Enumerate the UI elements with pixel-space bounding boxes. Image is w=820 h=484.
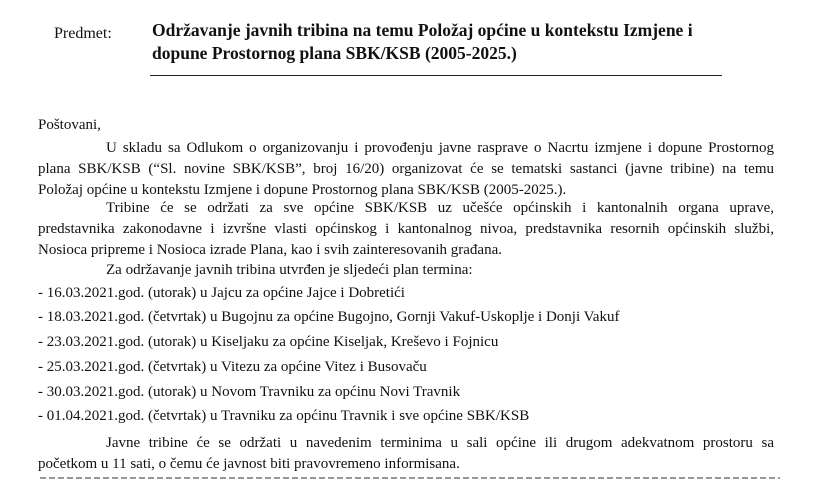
header-divider [150, 75, 722, 76]
paragraph-2-line-3: Nosioca pripreme i Nosioca izrade Plana, kao i svih zainteresovanih građana. [38, 242, 502, 258]
paragraph-2-line-2: predstavnika zakonodavne i izvršne vlasti općinskog i kantonalnog nivoa, predstavnika resornih općinskih službi, [38, 221, 774, 237]
subject-label: Predmet: [54, 25, 112, 42]
paragraph-3 [38, 433, 774, 475]
paragraph-1-line-3: Položaj općine u kontekstu Izmjene i dopune Prostornog plana SBK/KSB (2005-2025.). [38, 182, 567, 198]
schedule-item: - 18.03.2021.god. (četvrtak) u Bugojnu za općine Bugojno, Gornji Vakuf-Uskoplje i Donji Vakuf [38, 309, 620, 325]
paragraph-3-line-2: početkom u 11 sati, o čemu će javnost biti pravovremeno informisana. [38, 456, 460, 472]
salutation: Poštovani, [38, 117, 101, 133]
paragraph-3-line-1: Javne tribine će se održati u navedenim terminima u sali općine ili drugom adekvatnom prostoru sa [106, 435, 774, 451]
paragraph-1 [38, 138, 774, 201]
schedule-item: - 16.03.2021.god. (utorak) u Jajcu za općine Jajce i Dobretići [38, 285, 405, 301]
cut-off-text-fragment [40, 474, 780, 484]
paragraph-1-line-2: plana SBK/KSB (“Sl. novine SBK/KSB”, broj 16/20) organizovat će se tematski sastanci (javne tribine) na temu [38, 161, 774, 177]
paragraph-2-line-1: Tribine će se održati za sve općine SBK/KSB uz učešće općinskih i kantonalnih organa uprave, [106, 200, 774, 216]
plan-intro: Za održavanje javnih tribina utvrđen je sljedeći plan termina: [106, 262, 473, 278]
subject-title-line-2: dopune Prostornog plana SBK/KSB (2005-2025.) [152, 43, 517, 63]
schedule-item: - 30.03.2021.god. (utorak) u Novom Travniku za općinu Novi Travnik [38, 384, 461, 400]
subject-title-line-1: Održavanje javnih tribina na temu Položaj općine u kontekstu Izmjene i [152, 20, 693, 40]
schedule-item: - 01.04.2021.god. (četvrtak) u Travniku za općinu Travnik i sve općine SBK/KSB [38, 408, 530, 424]
paragraph-2 [38, 198, 774, 261]
paragraph-1-line-1: U skladu sa Odlukom o organizovanju i provođenju javne rasprave o Nacrtu izmjene i dopune Prostornog [106, 140, 774, 156]
subject-title [152, 19, 693, 65]
schedule-item: - 23.03.2021.god. (utorak) u Kiseljaku za općine Kiseljak, Kreševo i Fojnicu [38, 334, 499, 350]
schedule-item: - 25.03.2021.god. (četvrtak) u Vitezu za općine Vitez i Busovaču [38, 359, 427, 375]
